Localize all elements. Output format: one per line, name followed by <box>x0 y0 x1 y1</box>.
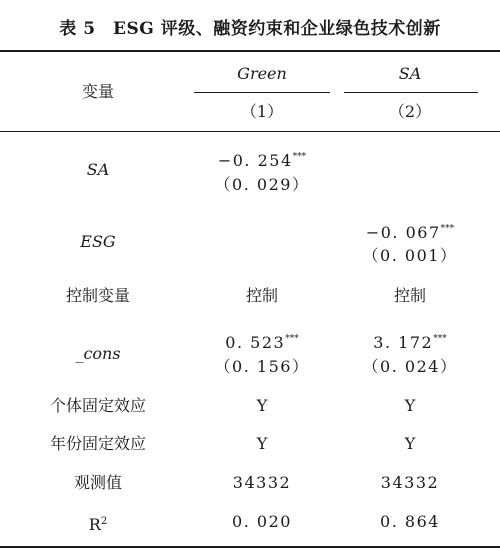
cons-col2-coef: 3. 172*** <box>373 333 447 352</box>
cons-col2-se: （0. 024） <box>362 357 458 376</box>
row-label-r-squared: $R^2$ <box>88 515 108 534</box>
row-label-esg: ESG <box>80 232 116 251</box>
cons-col1-se: （0. 156） <box>214 357 310 376</box>
controls-col1: 控制 <box>245 286 278 305</box>
sa-col1-coef: −0. 254*** <box>217 151 307 170</box>
cons-col1-coef: 0. 523*** <box>225 333 299 352</box>
observations-col2: 34332 <box>380 473 440 492</box>
header-green: Green <box>237 64 287 83</box>
r-squared-col1: 0. 020 <box>232 512 292 531</box>
year-fe-col1: Y <box>256 434 268 453</box>
header-subrule-2 <box>344 92 478 93</box>
header-variable: 变量 <box>81 82 114 101</box>
top-rule <box>0 50 500 52</box>
row-label-cons: _cons <box>75 344 121 363</box>
esg-col2-se: （0. 001） <box>362 246 458 265</box>
esg-col2-coef: −0. 067*** <box>365 223 455 242</box>
firm-fe-col2: Y <box>404 396 416 415</box>
header-sa: SA <box>398 64 422 83</box>
header-col1-num: （1） <box>240 102 284 121</box>
row-label-observations: 观测值 <box>73 473 122 492</box>
header-bottom-rule <box>0 131 500 132</box>
firm-fe-col1: Y <box>256 396 268 415</box>
header-col2-num: （2） <box>388 102 432 121</box>
row-label-sa: SA <box>86 160 110 179</box>
row-label-year-fe: 年份固定效应 <box>49 434 146 453</box>
sa-col1-se: （0. 029） <box>214 175 310 194</box>
controls-col2: 控制 <box>393 286 426 305</box>
year-fe-col2: Y <box>404 434 416 453</box>
r-squared-col2: 0. 864 <box>380 512 440 531</box>
table-title: 表 5 ESG 评级、融资约束和企业绿色技术创新 <box>59 19 441 39</box>
header-subrule-1 <box>194 92 330 93</box>
observations-col1: 34332 <box>232 473 292 492</box>
bottom-rule <box>0 546 500 548</box>
row-label-controls: 控制变量 <box>65 286 130 305</box>
row-label-firm-fe: 个体固定效应 <box>49 396 146 415</box>
